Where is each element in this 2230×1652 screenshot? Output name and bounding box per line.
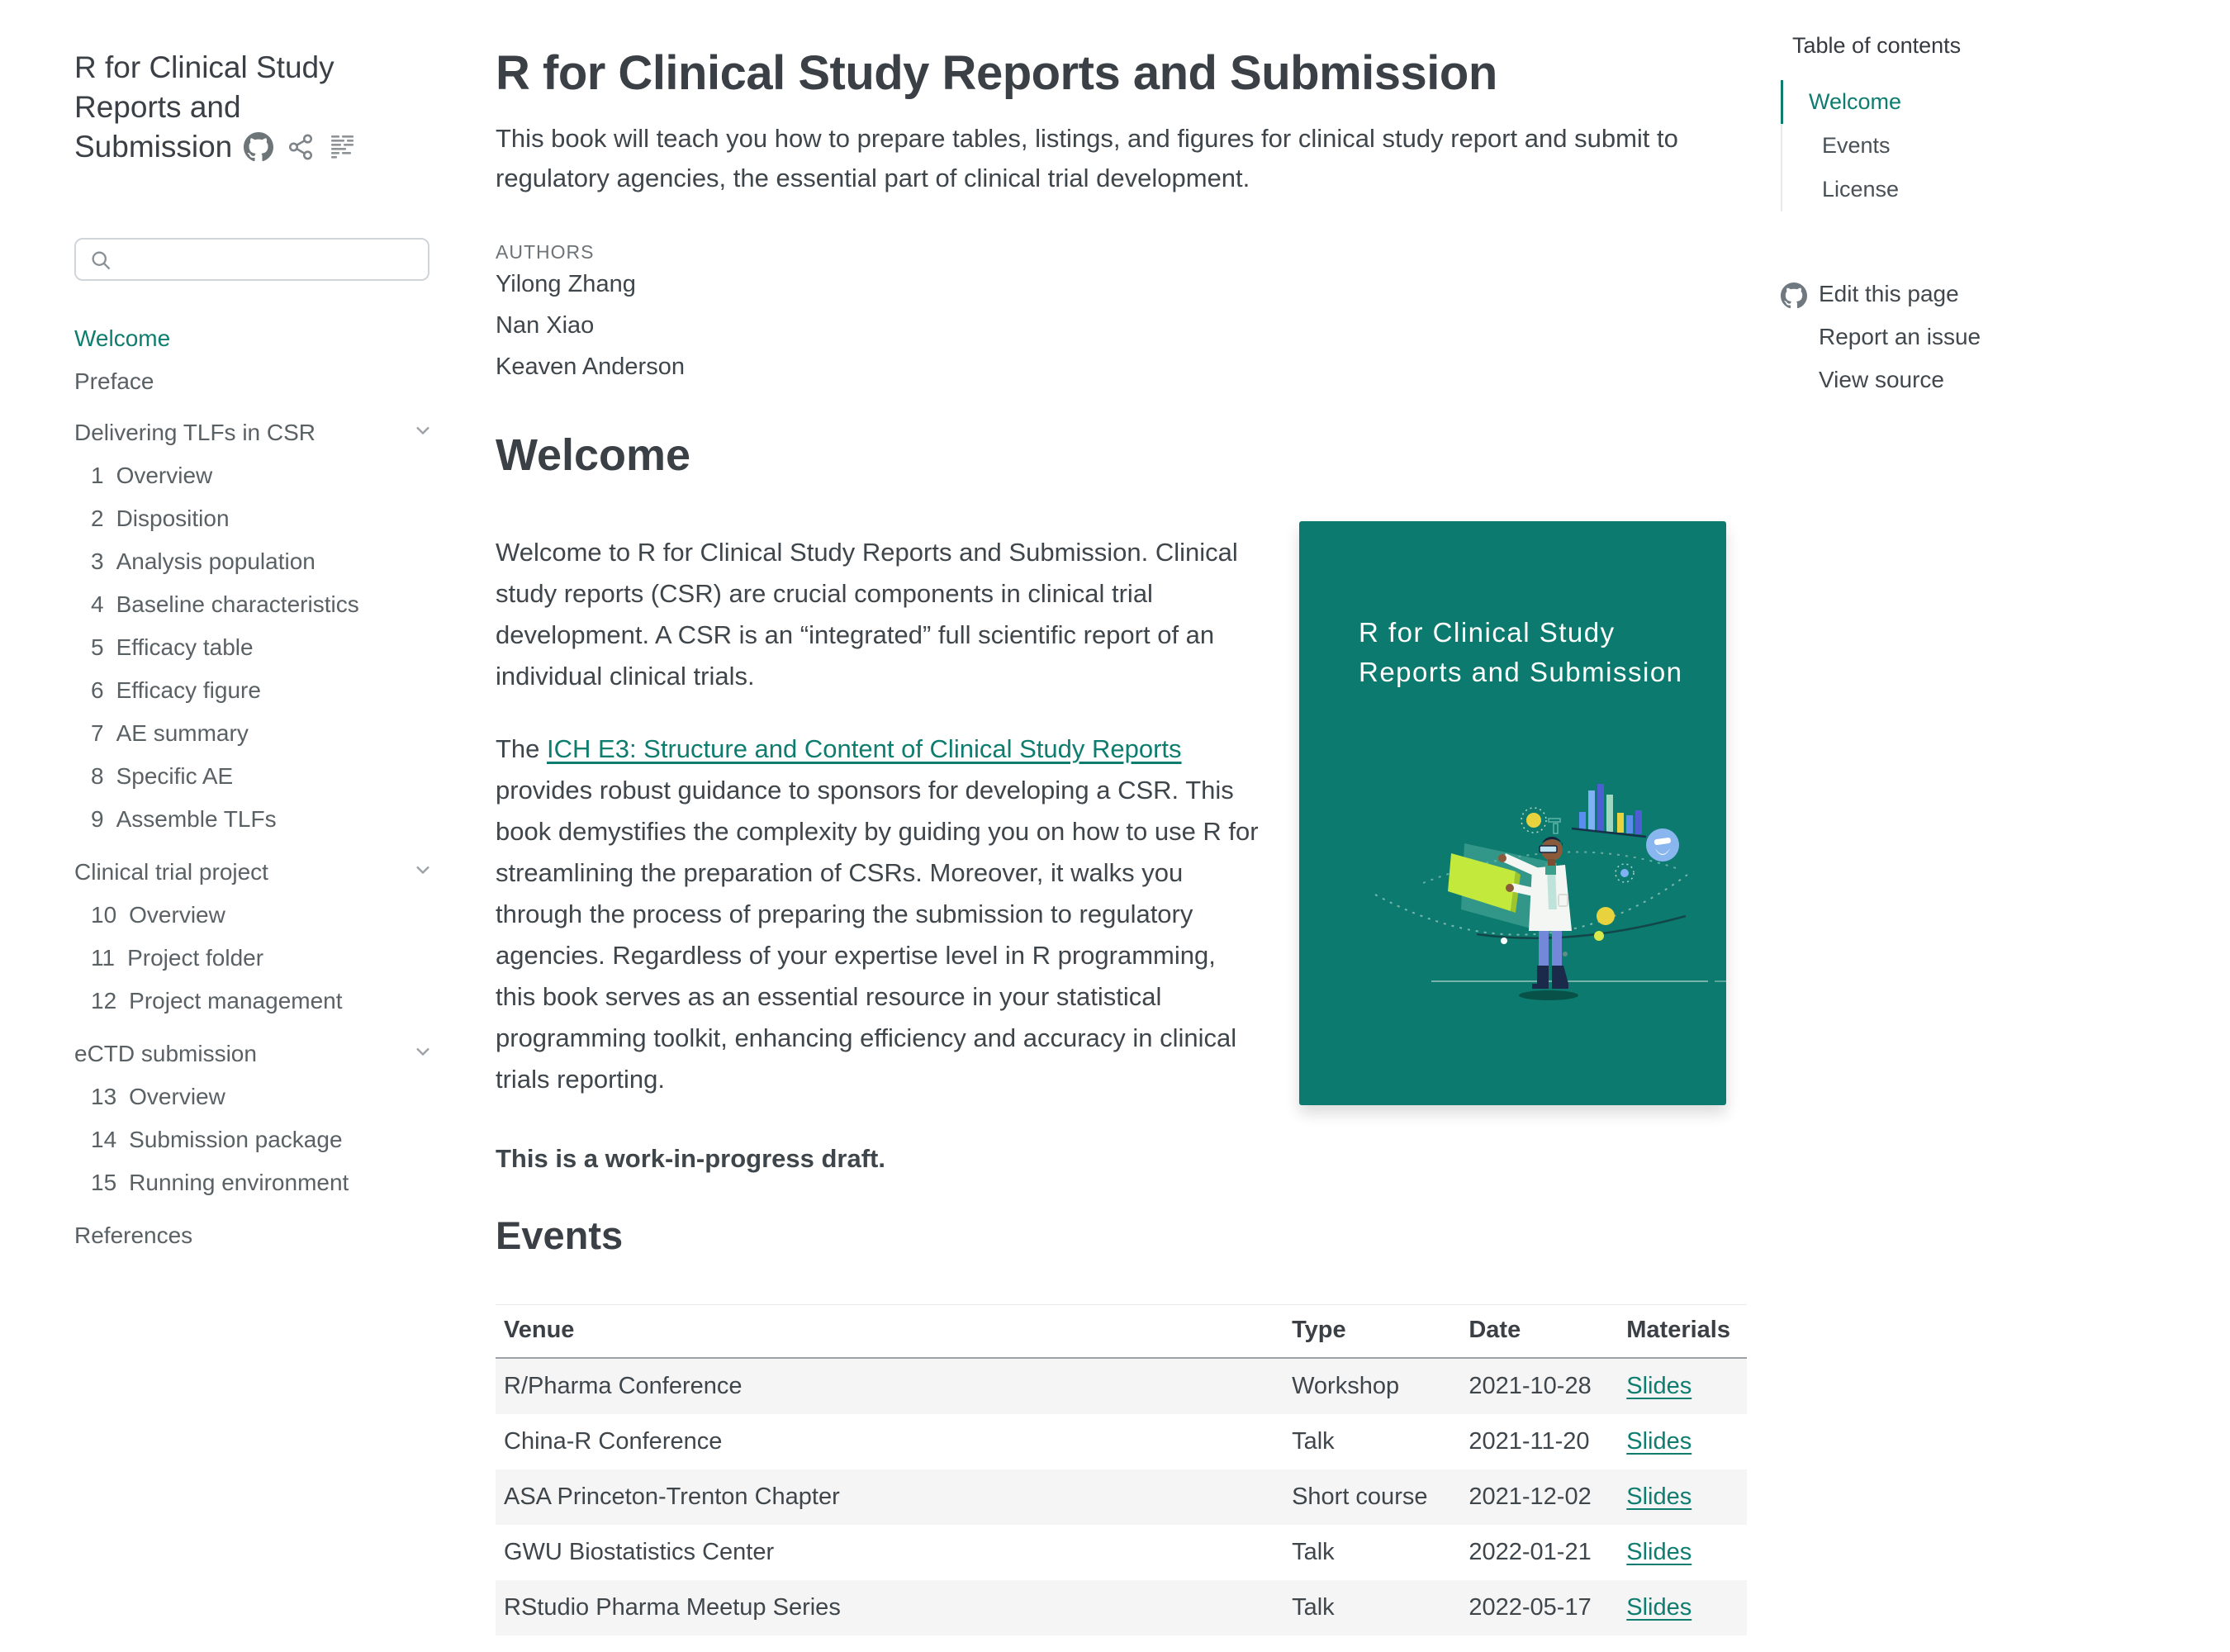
events-section (496, 1213, 1747, 1635)
left-sidebar (74, 48, 434, 1257)
materials-cell (1618, 1414, 1747, 1469)
toc-heading: Table of contents (1792, 33, 1962, 58)
page-title: R for Clinical Study Reports and Submission (496, 46, 1497, 100)
cover-title-line2: Reports and Submission (1359, 657, 1683, 687)
toc-item-events[interactable]: Events (1822, 133, 1891, 158)
edit-this-page-link[interactable]: Edit this page (1781, 273, 2169, 316)
book-title-text[interactable]: R for Clinical Study Reports and Submission (74, 50, 334, 164)
sidebar-section-clinical-trial-project[interactable]: Clinical trial project (74, 851, 434, 894)
book-cover-image (1299, 521, 1726, 1105)
date-cell: 2022-05-17 (1468, 1594, 1592, 1621)
toc-list (1781, 80, 2169, 211)
col-header-type: Type (1283, 1305, 1460, 1359)
search-box (74, 238, 429, 281)
toc-sidebar (1781, 33, 2169, 401)
materials-cell (1618, 1525, 1747, 1580)
search-icon (89, 249, 112, 276)
venue-cell: China-R Conference (504, 1428, 723, 1455)
share-icon[interactable] (287, 133, 315, 161)
sidebar-item-ch15[interactable]: 15 Running environment (91, 1170, 349, 1195)
date-cell: 2022-01-21 (1468, 1539, 1592, 1565)
sidebar-item-ch1[interactable]: 1 Overview (91, 463, 213, 488)
search-input[interactable] (122, 241, 423, 278)
github-icon (1781, 282, 1807, 315)
type-cell: Talk (1292, 1539, 1335, 1565)
sidebar-section-ectd-submission[interactable]: eCTD submission (74, 1032, 434, 1075)
events-header-row (496, 1305, 1747, 1359)
page-subtitle: This book will teach you how to prepare tables, listings, and figures for clinical study report and submit to regulatory agencies, the essential part of clinical trial development. (496, 124, 1678, 192)
ich-e3-link[interactable]: ICH E3: Structure and Content of Clinical Study Reports (547, 734, 1182, 763)
materials-cell (1618, 1469, 1747, 1525)
sidebar-item-references[interactable]: References (74, 1222, 193, 1248)
slides-link[interactable]: Slides (1626, 1539, 1692, 1565)
slides-link[interactable]: Slides (1626, 1594, 1692, 1621)
sidebar-item-ch2[interactable]: 2 Disposition (91, 506, 230, 531)
toc-item-license[interactable]: License (1822, 177, 1900, 202)
sidebar-item-ch11[interactable]: 11 Project folder (91, 945, 264, 971)
table-row (496, 1358, 1747, 1414)
author-name: Keaven Anderson (496, 354, 685, 380)
sidebar-item-ch7[interactable]: 7 AE summary (91, 720, 249, 746)
type-cell: Talk (1292, 1428, 1335, 1455)
authors-label: AUTHORS (496, 241, 595, 263)
slides-link[interactable]: Slides (1626, 1373, 1692, 1399)
col-header-materials: Materials (1618, 1305, 1747, 1359)
table-row (496, 1414, 1747, 1469)
materials-cell (1618, 1358, 1747, 1414)
view-source-link[interactable]: View source (1819, 367, 1945, 392)
table-row (496, 1469, 1747, 1525)
toc-links (1781, 273, 2169, 401)
col-header-date: Date (1460, 1305, 1618, 1359)
cover-title-line1: R for Clinical Study (1359, 617, 1616, 648)
slides-link[interactable]: Slides (1626, 1428, 1692, 1455)
sidebar-item-ch10[interactable]: 10 Overview (91, 902, 225, 928)
doc-header (496, 48, 1751, 387)
book-title (74, 48, 405, 167)
venue-cell: ASA Princeton-Trenton Chapter (504, 1483, 840, 1510)
author-name: Yilong Zhang (496, 271, 636, 297)
col-header-venue: Venue (496, 1305, 1283, 1359)
venue-cell: RStudio Pharma Meetup Series (504, 1594, 841, 1621)
sidebar-section-delivering-tlfs[interactable]: Delivering TLFs in CSR (74, 411, 434, 454)
venue-cell: R/Pharma Conference (504, 1373, 743, 1399)
sidebar-item-ch3[interactable]: 3 Analysis population (91, 548, 316, 574)
venue-cell: GWU Biostatistics Center (504, 1539, 775, 1565)
toc-item-welcome[interactable]: Welcome (1782, 80, 2169, 124)
chevron-down-icon[interactable] (411, 858, 434, 887)
chevron-down-icon[interactable] (411, 419, 434, 448)
sidebar-item-ch12[interactable]: 12 Project management (91, 988, 343, 1014)
type-cell: Workshop (1292, 1373, 1400, 1399)
date-cell: 2021-10-28 (1468, 1373, 1592, 1399)
table-row (496, 1580, 1747, 1635)
sidebar-item-ch4[interactable]: 4 Baseline characteristics (91, 591, 359, 617)
materials-cell (1618, 1580, 1747, 1635)
date-cell: 2021-12-02 (1468, 1483, 1592, 1510)
sidebar-item-ch6[interactable]: 6 Efficacy figure (91, 677, 261, 703)
sidebar-item-welcome[interactable]: Welcome (74, 325, 171, 351)
authors-block (496, 241, 1751, 387)
slides-link[interactable]: Slides (1626, 1483, 1692, 1510)
sidebar-item-ch9[interactable]: 9 Assemble TLFs (91, 806, 277, 832)
report-an-issue-link[interactable]: Report an issue (1819, 324, 1981, 349)
sidebar-item-ch13[interactable]: 13 Overview (91, 1084, 225, 1109)
sidebar-item-preface[interactable]: Preface (74, 368, 154, 394)
date-cell: 2021-11-20 (1468, 1428, 1590, 1455)
welcome-paragraph-1: Welcome to R for Clinical Study Reports and Submission. Clinical study reports (CSR) are crucial components in clinical trial development. A CSR is an “integrated” full scientific report of an individual clinical trials. (496, 538, 1238, 691)
sidebar-item-ch14[interactable]: 14 Submission package (91, 1127, 343, 1152)
text-lines-icon[interactable] (328, 132, 358, 162)
welcome-paragraph-2: The ICH E3: Structure and Content of Clinical Study Reports provides robust guidance to sponsors for developing a CSR. This book demystifies the complexity by guiding you on how to use R for streamlining the preparation of CSRs. Moreover, it walks you through the process of preparing the submission to regulatory agencies. Regardless of your expertise level in R programming, this book serves as an essential resource in your statistical programming toolkit, enhancing efficiency and accuracy in clinical trials reporting. (496, 734, 1259, 1094)
title-icons (244, 132, 358, 162)
welcome-heading: Welcome (496, 430, 691, 480)
welcome-section (496, 430, 1260, 1180)
github-icon[interactable] (244, 132, 273, 162)
sidebar-item-ch8[interactable]: 8 Specific AE (91, 763, 234, 789)
type-cell: Talk (1292, 1594, 1335, 1621)
type-cell: Short course (1292, 1483, 1428, 1510)
sidebar-nav (74, 317, 434, 1257)
draft-note: This is a work-in-progress draft. (496, 1144, 885, 1173)
sidebar-item-ch5[interactable]: 5 Efficacy table (91, 634, 254, 660)
chevron-down-icon[interactable] (411, 1040, 434, 1069)
table-row (496, 1525, 1747, 1580)
cover-background (1299, 521, 1726, 1105)
events-table (496, 1304, 1747, 1635)
cover-avatar-bubble (1646, 828, 1679, 862)
author-name: Nan Xiao (496, 312, 595, 339)
events-heading: Events (496, 1213, 624, 1257)
